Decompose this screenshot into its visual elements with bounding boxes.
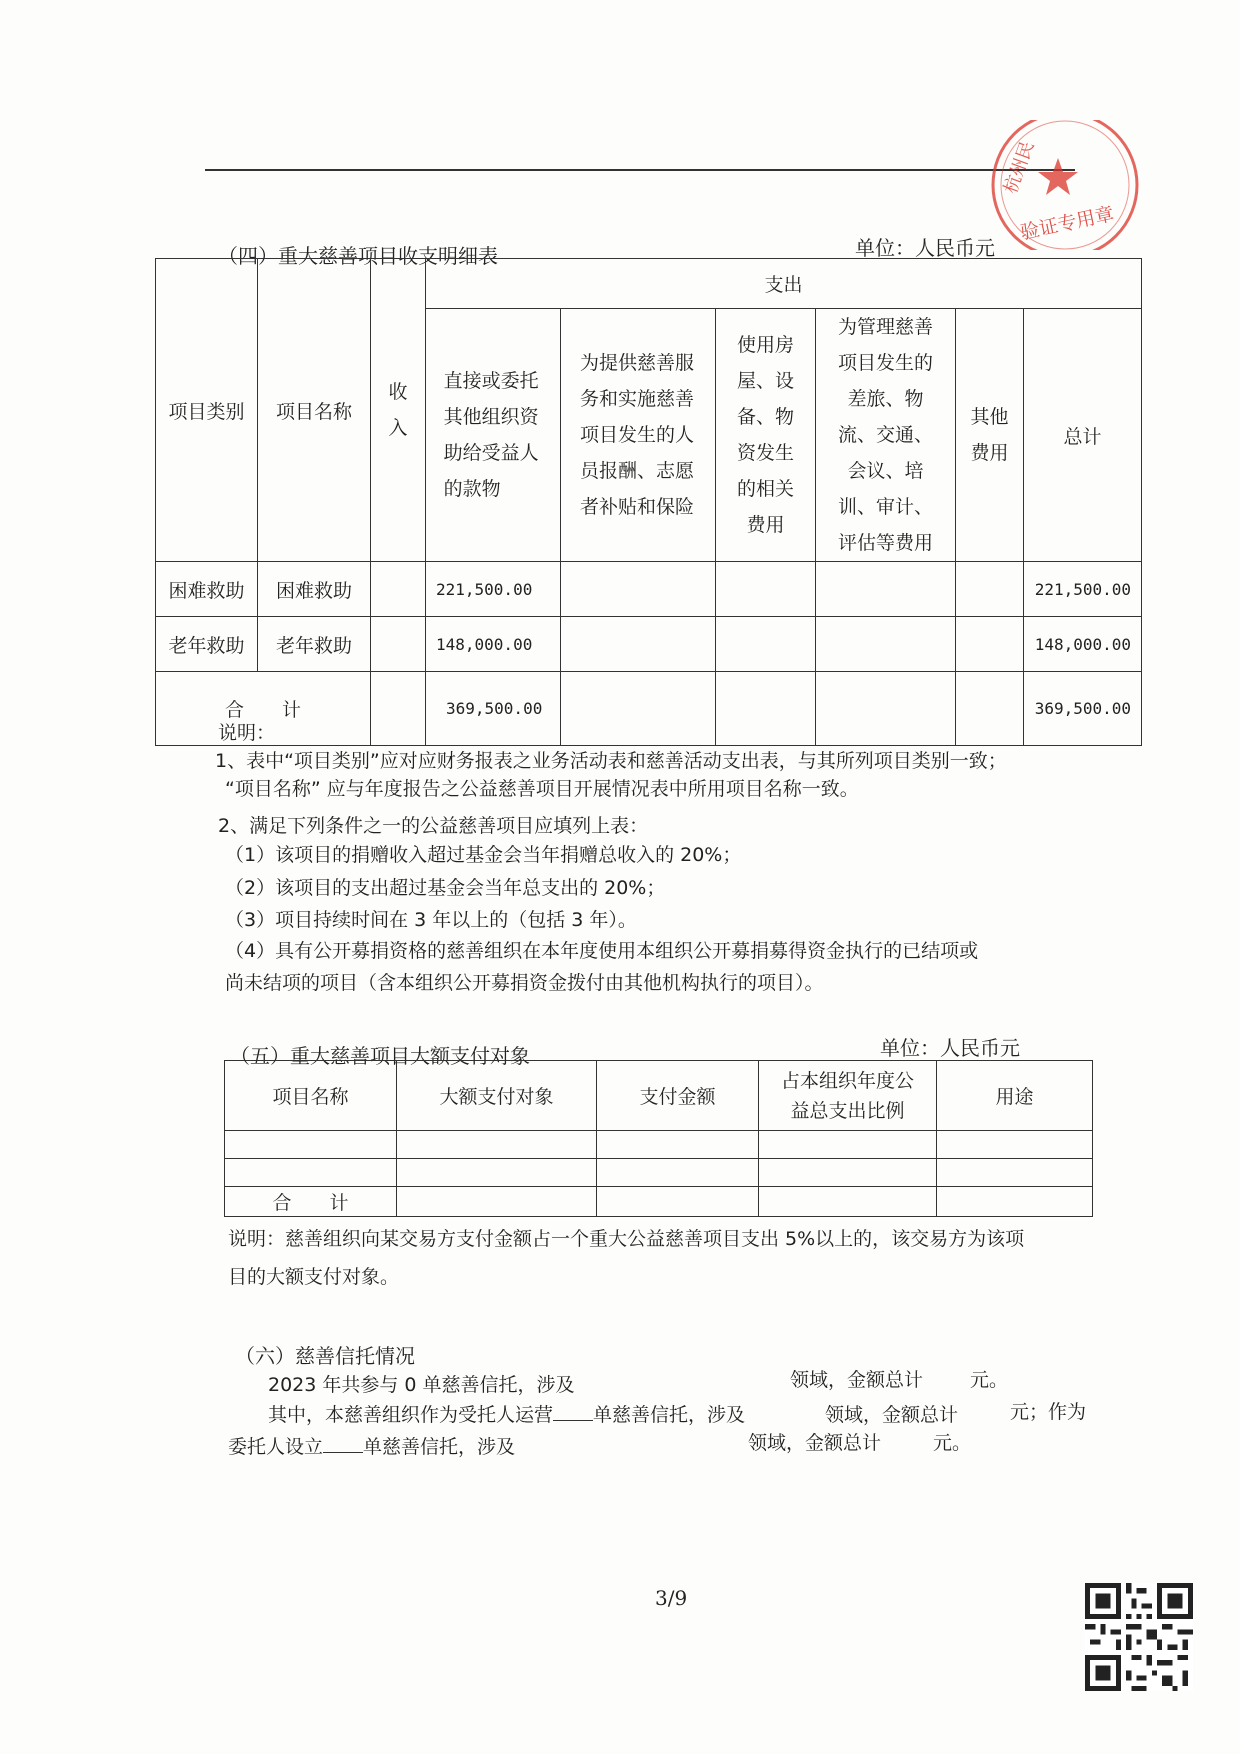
section6-line1-b: 领域，金额总计 — [790, 1369, 924, 1391]
header-category: 项目类别 — [156, 259, 258, 562]
table-row — [225, 1159, 1093, 1187]
section4-title: （四）重大慈善项目收支明细表 — [218, 244, 498, 268]
section6-line2-b: 单慈善信托，涉及 — [593, 1404, 746, 1426]
section6-line3-c: 领域，金额总计 — [748, 1432, 882, 1454]
row-facilities — [716, 617, 816, 672]
row-facilities — [716, 562, 816, 617]
header-usage: 用途 — [937, 1061, 1093, 1131]
table-row — [156, 617, 1142, 672]
header-income: 收入 — [371, 259, 426, 562]
top-rule — [205, 169, 1075, 171]
row-direct: 221,500.00 — [426, 562, 561, 617]
section6-line1-c: 元。 — [970, 1369, 1009, 1391]
section5-unit: 单位：人民币元 — [880, 1036, 1020, 1060]
row-admin — [816, 617, 956, 672]
section6-line3-d: 元。 — [933, 1432, 972, 1454]
section4-note-7: （4）具有公开募捐资格的慈善组织在本年度使用本组织公开募捐募得资金执行的已结项或 — [225, 940, 979, 962]
row-other — [956, 562, 1024, 617]
row-category: 老年救助 — [156, 617, 258, 672]
table-sum-row — [156, 672, 1142, 746]
header-personnel: 为提供慈善服务和实施慈善项目发生的人员报酬、志愿者补贴和保险 — [561, 309, 716, 562]
sum-income — [371, 672, 426, 746]
header-expense: 支出 — [426, 259, 1142, 309]
svg-text:验证专用章: 验证专用章 — [1018, 202, 1117, 245]
section4-unit: 单位：人民币元 — [855, 236, 995, 260]
row-income — [371, 617, 426, 672]
large-payment-table — [224, 1060, 1093, 1217]
sum-total: 369,500.00 — [1024, 672, 1142, 746]
header-other: 其他费用 — [956, 309, 1024, 562]
row-total: 148,000.00 — [1024, 617, 1142, 672]
header-amount: 支付金额 — [597, 1061, 759, 1131]
section4-note-4: （1）该项目的捐赠收入超过基金会当年捐赠总收入的 20%； — [225, 844, 742, 866]
project-income-expense-table — [155, 258, 1142, 746]
section6-line2-d: 元；作为 — [1010, 1401, 1087, 1423]
header-project-name: 项目名称 — [225, 1061, 397, 1131]
row-category: 困难救助 — [156, 562, 258, 617]
section4-note-6: （3）项目持续时间在 3 年以上的（包括 3 年）。 — [225, 909, 637, 931]
section6-line3-b: 单慈善信托，涉及 — [363, 1436, 516, 1458]
header-ratio: 占本组织年度公益总支出比例 — [759, 1061, 937, 1131]
header-direct: 直接或委托其他组织资助给受益人的款物 — [426, 309, 561, 562]
sum-label: 合 计 — [225, 1187, 397, 1217]
qr-code-icon — [1085, 1583, 1193, 1691]
sum-admin — [816, 672, 956, 746]
row-admin — [816, 562, 956, 617]
blank-field — [323, 1434, 363, 1453]
section6-title: （六）慈善信托情况 — [235, 1344, 415, 1368]
sum-label: 合 计 — [156, 672, 371, 746]
official-seal — [990, 120, 1140, 250]
section4-note-3: 2、满足下列条件之一的公益慈善项目应填列上表： — [218, 815, 649, 837]
row-name: 老年救助 — [258, 617, 371, 672]
blank-field — [553, 1402, 593, 1421]
sum-facilities — [716, 672, 816, 746]
section6-line2-c: 领域，金额总计 — [825, 1404, 959, 1426]
row-personnel — [561, 617, 716, 672]
table-sum-row — [225, 1187, 1093, 1217]
sum-other — [956, 672, 1024, 746]
header-admin: 为管理慈善项目发生的差旅、物流、交通、会议、培训、审计、评估等费用 — [816, 309, 956, 562]
row-total: 221,500.00 — [1024, 562, 1142, 617]
row-income — [371, 562, 426, 617]
row-personnel — [561, 562, 716, 617]
sum-personnel — [561, 672, 716, 746]
header-payee: 大额支付对象 — [397, 1061, 597, 1131]
sum-direct: 369,500.00 — [426, 672, 561, 746]
section4-note-0: 说明： — [218, 722, 276, 744]
header-name: 项目名称 — [258, 259, 371, 562]
section6-line2 — [268, 1400, 745, 1427]
section6-line2-a: 其中，本慈善组织作为受托人运营 — [268, 1404, 554, 1426]
section4-note-2: “项目名称” 应与年度报告之公益慈善项目开展情况表中所用项目名称一致。 — [225, 778, 859, 800]
section6-line3 — [228, 1432, 515, 1459]
section4-note-5: （2）该项目的支出超过基金会当年总支出的 20%； — [225, 877, 666, 899]
section4-note-1: 1、表中“项目类别”应对应财务报表之业务活动表和慈善活动支出表，与其所列项目类别一致； — [215, 750, 1007, 772]
row-other — [956, 617, 1024, 672]
header-facilities: 使用房屋、设备、物资发生的相关费用 — [716, 309, 816, 562]
section5-title: （五）重大慈善项目大额支付对象 — [230, 1044, 530, 1068]
section6-line3-a: 委托人设立 — [228, 1436, 324, 1458]
section4-note-8: 尚未结项的项目（含本组织公开募捐资金拨付由其他机构执行的项目）。 — [225, 972, 824, 994]
section5-note-0: 说明：慈善组织向某交易方支付金额占一个重大公益慈善项目支出 5%以上的，该交易方为该项 — [228, 1228, 1025, 1250]
page-number: 3/9 — [655, 1586, 688, 1610]
section6-line1-a: 2023 年共参与 0 单慈善信托，涉及 — [268, 1374, 575, 1396]
header-total: 总计 — [1024, 309, 1142, 562]
table-row — [225, 1131, 1093, 1159]
table-row — [156, 562, 1142, 617]
section5-note-1: 目的大额支付对象。 — [228, 1266, 400, 1288]
row-direct: 148,000.00 — [426, 617, 561, 672]
row-name: 困难救助 — [258, 562, 371, 617]
svg-text:杭州民: 杭州民 — [1000, 138, 1039, 197]
